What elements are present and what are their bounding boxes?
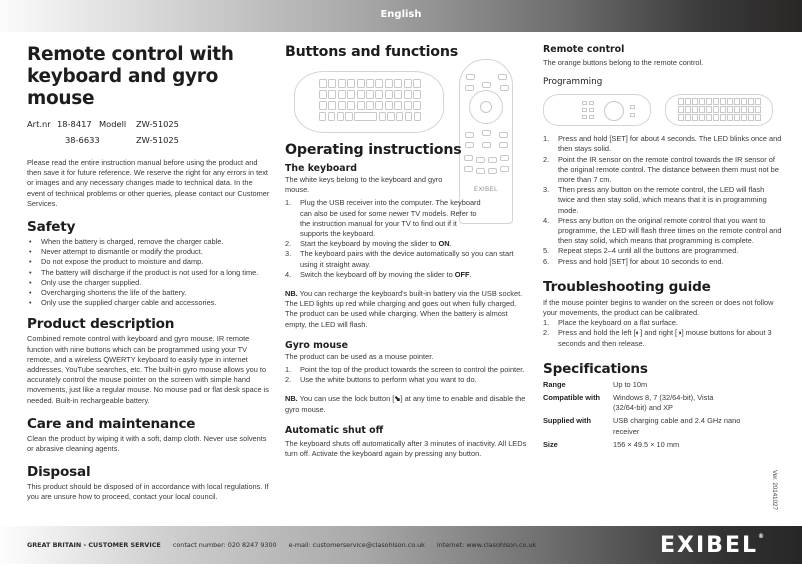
safety-item: • Only use the charger supplied. bbox=[27, 278, 272, 288]
operating-instructions bbox=[285, 142, 530, 459]
model-value-1: ZW-51025 bbox=[136, 119, 179, 129]
programming-step: 1. Press and hold [SET] for about 4 seconds. The LED blinks once and then stays solid. bbox=[543, 134, 782, 154]
footer-banner bbox=[0, 526, 802, 564]
keyboard-step: 3. The keyboard pairs with the device automatically so you can start using it straight away. bbox=[285, 249, 514, 269]
article-numbers bbox=[27, 116, 272, 148]
programming-step: 4. Press any button on the original remote control that you want to programme, the LED will flash three times on the remote control and then stay solid, which means that programming is complete. bbox=[543, 215, 782, 246]
version-label: Ver. 20141027 bbox=[771, 470, 778, 510]
troubleshooting-text: If the mouse pointer begins to wander on the screen or does not follow your movements, the product can be calibrated. bbox=[543, 297, 774, 318]
troubleshooting-step: 2. Press and hold the left [◐] and right [◑] mouse buttons for about 3 seconds and then release. bbox=[543, 328, 772, 348]
safety-item: • The battery will discharge if the product is not used for a long time. bbox=[27, 268, 272, 278]
column-left bbox=[27, 44, 272, 503]
spec-row: Size 156 × 49.5 × 10 mm bbox=[543, 439, 680, 449]
contact-number: contact number: 020 8247 9300 bbox=[172, 541, 277, 549]
gyro-heading: Gyro mouse bbox=[285, 339, 348, 351]
programming-step: 5. Repeat steps 2–4 until all the buttons are programmed. bbox=[543, 246, 739, 256]
safety-item: • Do not expose the product to moisture and damp. bbox=[27, 257, 272, 267]
spec-row: Range Up to 10m bbox=[543, 379, 648, 389]
remote-brand-label: EXIBEL bbox=[473, 187, 498, 193]
gyro-intro: The product can be used as a mouse pointer. bbox=[285, 351, 434, 361]
spec-row: Compatible with Windows 8, 7 (32/64-bit), Vista (32/64-bit) and XP bbox=[543, 393, 714, 413]
lock-icon: ⬊ bbox=[394, 394, 401, 404]
right-mouse-button-icon: ◑ bbox=[677, 328, 682, 338]
website-link[interactable]: internet: www.clasohlson.co.uk bbox=[436, 541, 537, 549]
operating-heading: Operating instructions bbox=[285, 142, 462, 158]
artnr-value-2: 38-6633 bbox=[65, 135, 100, 145]
care-text: Clean the product by wiping it with a soft, damp cloth. Never use solvents or abrasive cleaning agents. bbox=[27, 433, 267, 454]
auto-off-text: The keyboard shuts off automatically after 3 minutes of inactivity. All LEDs turn off. Activate the keyboard again by pressing any button. bbox=[285, 438, 527, 459]
keyboard-step: 1. Plug the USB receiver into the computer. The keyboard can also be used for some newer TV models. Refer to the instruction manual for your TV to find out if it supports the keyboard. bbox=[285, 198, 481, 239]
customer-service-line bbox=[27, 541, 546, 549]
safety-heading: Safety bbox=[27, 219, 76, 236]
gyro-steps bbox=[285, 365, 530, 385]
gyro-step: 2. Use the white buttons to perform what you want to do. bbox=[285, 375, 477, 385]
safety-item: • Never attempt to dismantle or modify the product. bbox=[27, 247, 272, 257]
exibel-logo: EXIBEL® bbox=[660, 533, 764, 558]
title-line-2: keyboard and gyro mouse bbox=[27, 66, 219, 109]
buttons-heading: Buttons and functions bbox=[285, 44, 458, 60]
programming-steps bbox=[543, 134, 783, 267]
safety-item: • Only use the supplied charger cable and accessories. bbox=[27, 298, 272, 308]
keyboard-step: 4. Switch the keyboard off by moving the slider to OFF. bbox=[285, 269, 472, 279]
title-line-1: Remote control with bbox=[27, 44, 234, 65]
gyro-step: 1. Point the top of the product towards the screen to control the pointer. bbox=[285, 365, 525, 375]
keyboard-step: 2. Start the keyboard by moving the slider to ON. bbox=[285, 239, 452, 249]
model-value-2: ZW-51025 bbox=[136, 135, 179, 145]
safety-item: • Overcharging shortens the life of the battery. bbox=[27, 288, 272, 298]
keyboard-side-illustration bbox=[665, 94, 773, 126]
disposal-section bbox=[27, 464, 272, 502]
keyboard-nb: NB. You can recharge the keyboard's built-in battery via the USB socket. The LED lights up red while charging and goes out when fully charged. The product can be used while charging. When the battery is almost empty, the LED will flash. bbox=[285, 289, 523, 329]
keyboard-steps bbox=[285, 198, 530, 280]
keyboard-heading: The keyboard bbox=[285, 163, 357, 174]
care-section bbox=[27, 416, 272, 454]
left-mouse-button-icon: ◐ bbox=[635, 328, 641, 338]
programming-step: 2. Point the IR sensor on the remote control towards the IR sensor of the original remote control. The distance between them must not be more than 7 cm. bbox=[543, 154, 779, 185]
auto-off-heading: Automatic shut off bbox=[285, 424, 384, 436]
language-banner bbox=[0, 0, 802, 32]
remote-side-illustration bbox=[543, 94, 651, 126]
product-description-section bbox=[27, 316, 272, 405]
column-right bbox=[543, 44, 783, 450]
keyboard-intro: The white keys belong to the keyboard and gyro mouse. bbox=[285, 175, 443, 195]
remote-heading: Remote control bbox=[543, 44, 625, 55]
language-label: English bbox=[380, 9, 422, 20]
intro-text: Please read the entire instruction manual before using the product and then save it for future reference. We reserve the right for any errors in text or images and any necessary changes made to technical data. In the event of technical problems or other queries, please contact our Customer Services. bbox=[27, 158, 270, 208]
region-label: GREAT BRITAIN - CUSTOMER SERVICE bbox=[27, 541, 161, 549]
document-title bbox=[27, 44, 272, 110]
safety-list bbox=[27, 237, 272, 308]
troubleshooting-steps bbox=[543, 318, 783, 349]
email-link[interactable]: e-mail: customerservice@clasohlson.co.uk bbox=[288, 541, 425, 549]
modell-label: Modell bbox=[99, 119, 127, 129]
care-heading: Care and maintenance bbox=[27, 415, 196, 432]
spec-row: Supplied with USB charging cable and 2.4 GHz nano receiver bbox=[543, 416, 741, 436]
programming-heading: Programming bbox=[543, 77, 603, 88]
troubleshooting-heading: Troubleshooting guide bbox=[543, 278, 711, 295]
programming-step: 6. Press and hold [SET] for about 10 seconds to end. bbox=[543, 256, 724, 266]
artnr-value-1: 18-8417 bbox=[57, 119, 92, 129]
troubleshooting-section bbox=[543, 279, 783, 349]
safety-section bbox=[27, 219, 272, 308]
ok-button-drawing bbox=[480, 101, 492, 113]
artnr-label: Art.nr bbox=[27, 119, 51, 129]
specifications-section bbox=[543, 361, 783, 450]
gyro-nb: NB. You can use the lock button [⬊] at any time to enable and disable the gyro mouse. bbox=[285, 394, 526, 414]
disposal-heading: Disposal bbox=[27, 464, 91, 481]
safety-item: • When the battery is charged, remove the charger cable. bbox=[27, 237, 272, 247]
product-description-heading: Product description bbox=[27, 316, 175, 333]
specifications-heading: Specifications bbox=[543, 360, 648, 377]
remote-text: The orange buttons belong to the remote control. bbox=[543, 58, 704, 67]
programming-step: 3. Then press any button on the remote control, the LED will flash twice and then stay solid, which means that it is in programming mode. bbox=[543, 185, 767, 215]
product-description-text: Combined remote control with keyboard and gyro mouse. IR remote function with nine buttons which can be programmed using your TV remote, and a wireless QWERTY keyboard to easily type in internet addresses, YouTube searches, etc. The built-in gyro mouse allows you to accurately control the mouse pointer on the screen with simple hand movements, just like a regular mouse. No mouse pad or flat desk space is needed. Built-in rechargeable battery. bbox=[27, 334, 269, 405]
programming-illustrations bbox=[543, 94, 783, 128]
keyboard-illustration bbox=[294, 71, 444, 133]
troubleshooting-step: 1. Place the keyboard on a flat surface. bbox=[543, 318, 678, 328]
disposal-text: This product should be disposed of in accordance with local regulations. If you are unsure how to proceed, contact your local council. bbox=[27, 482, 269, 502]
column-middle bbox=[285, 44, 530, 514]
